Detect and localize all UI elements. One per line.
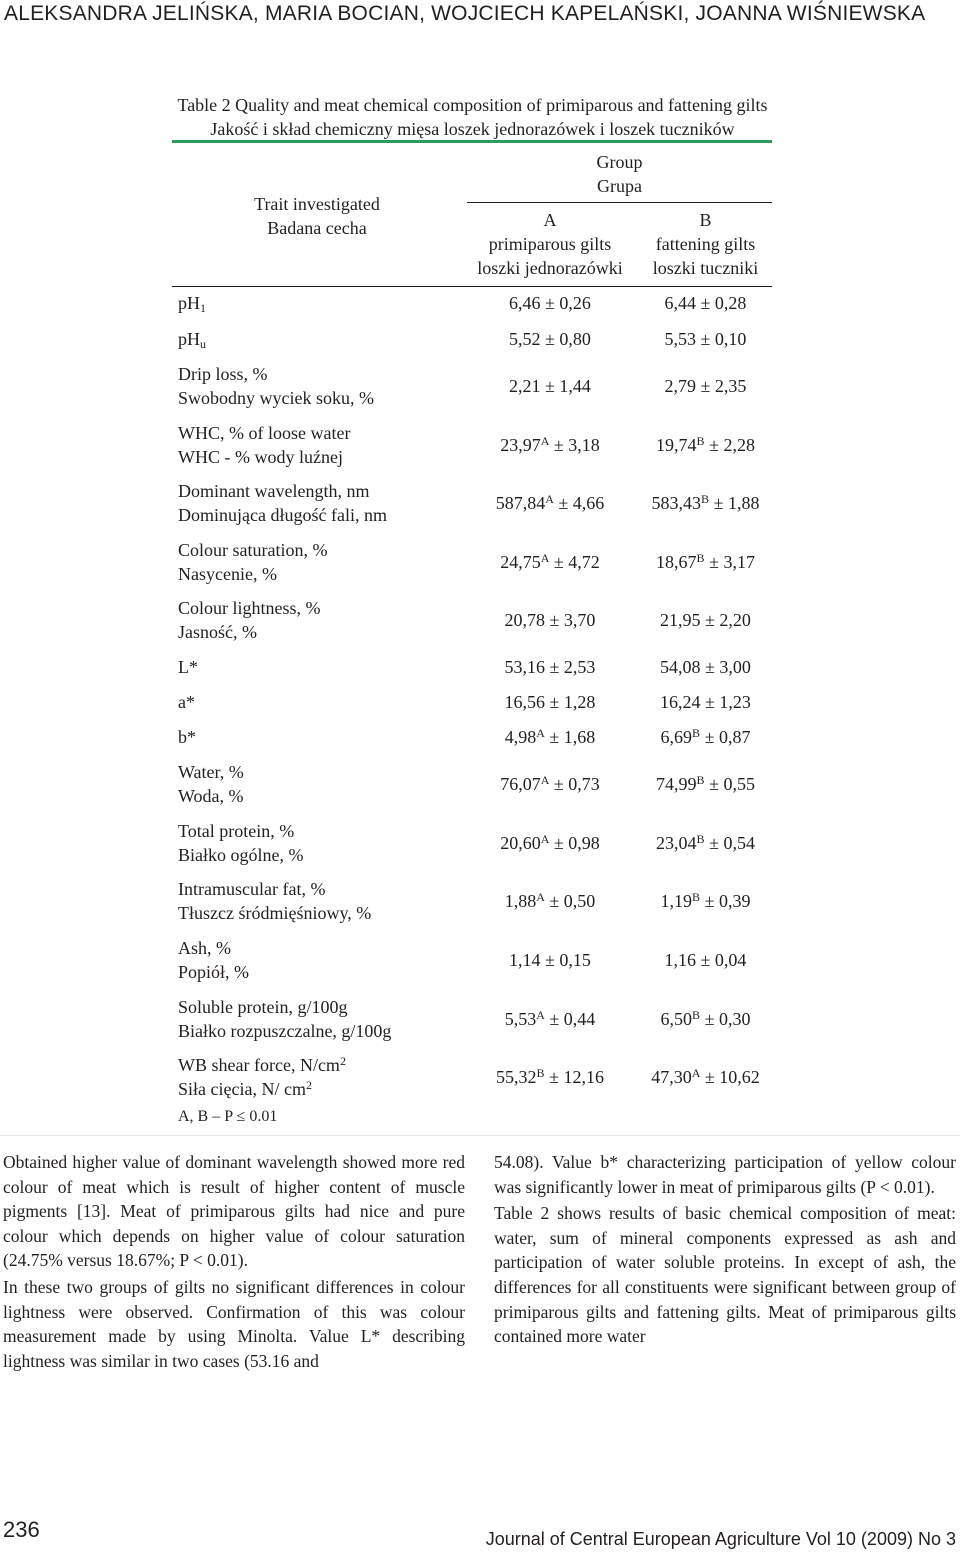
significance-letter: A — [540, 832, 550, 846]
trait-label: pH — [178, 293, 200, 313]
value-sd: ± 0,54 — [704, 833, 755, 853]
value-sd: ± 12,16 — [544, 1067, 604, 1087]
trait-english-text: Drip loss, % — [178, 364, 268, 384]
value-mean: 5,53 — [504, 1009, 537, 1029]
running-head-authors: ALEKSANDRA JELIŃSKA, MARIA BOCIAN, WOJCIECH KAPELAŃSKI, JOANNA WIŚNIEWSKA — [4, 2, 926, 25]
trait-english-text: WB shear force, N/cm — [178, 1055, 340, 1075]
unit-exponent: 2 — [305, 1078, 312, 1092]
value-group-b — [637, 491, 774, 515]
value-mean: 24,75 — [500, 552, 541, 572]
trait-cell — [178, 538, 327, 586]
trait-label: pH — [178, 329, 200, 349]
trait-english — [178, 538, 327, 562]
trait-subscript: 1 — [200, 301, 206, 315]
header-rule — [172, 286, 772, 287]
trait-polish — [178, 562, 327, 586]
value-group-b: 5,53 ± 0,10 — [664, 329, 747, 349]
trait-english-text: Intramuscular fat, % — [178, 879, 326, 899]
trait-english — [178, 596, 321, 620]
table-footnote — [178, 1108, 478, 1124]
significance-letter: B — [701, 492, 710, 506]
value-sd: ± 0,50 — [544, 891, 596, 911]
trait-english-text: Colour lightness, % — [178, 598, 321, 618]
value-group-a: 1,14 ± 0,15 — [509, 950, 591, 970]
value-sd: ± 2,28 — [704, 435, 755, 455]
trait-polish-text: Dominująca długość fali, nm — [178, 505, 387, 525]
trait-english — [178, 362, 374, 386]
trait-cell — [178, 291, 206, 315]
significance-letter: A — [540, 773, 550, 787]
trait-polish — [178, 1019, 391, 1043]
value-sd: ± 3,18 — [549, 435, 600, 455]
trait-label: b* — [178, 727, 196, 747]
significance-letter: A — [536, 890, 545, 904]
value-group-b — [637, 550, 774, 574]
trait-cell — [178, 725, 196, 749]
trait-cell — [178, 655, 198, 679]
table-caption-polish: Jakość i skład chemiczny mięsa loszek jednorazówek i loszek tuczników — [210, 119, 735, 139]
value-mean: 587,84 — [495, 493, 546, 513]
significance-letter: A — [540, 434, 550, 448]
value-group-a: 6,46 ± 0,26 — [509, 293, 591, 313]
body-column-right — [494, 1150, 956, 1351]
header-column-a-polish: loszki jednorazówki — [477, 258, 623, 278]
trait-english — [178, 421, 350, 445]
value-sd: ± 0,30 — [700, 1009, 751, 1029]
header-column-b — [637, 208, 774, 280]
value-group-a — [463, 831, 637, 855]
header-group-english: Group — [596, 152, 643, 172]
value-group-b — [637, 433, 774, 457]
significance-letter: A — [536, 726, 545, 740]
trait-cell — [178, 362, 374, 410]
trait-english — [178, 877, 371, 901]
value-group-a — [463, 1065, 637, 1089]
header-trait — [217, 192, 417, 240]
value-mean: 18,67 — [656, 552, 697, 572]
value-group-a — [463, 725, 637, 749]
value-mean: 583,43 — [651, 493, 702, 513]
trait-english-text: Total protein, % — [178, 821, 295, 841]
significance-letter: A — [540, 551, 550, 565]
trait-english — [178, 1053, 346, 1077]
value-group-a: 2,21 ± 1,44 — [509, 376, 591, 396]
value-group-a: 53,16 ± 2,53 — [504, 657, 596, 677]
trait-english — [178, 479, 387, 503]
value-mean: 4,98 — [504, 727, 537, 747]
significance-letter: A — [545, 492, 554, 506]
trait-cell — [178, 819, 303, 867]
trait-english — [178, 760, 244, 784]
header-column-a-code: A — [543, 210, 557, 230]
value-group-b: 1,16 ± 0,04 — [664, 950, 747, 970]
trait-english — [178, 819, 303, 843]
value-group-b: 16,24 ± 1,23 — [660, 692, 751, 712]
value-mean: 6,69 — [660, 727, 693, 747]
table-caption — [0, 93, 945, 141]
header-column-b-code: B — [699, 210, 712, 230]
trait-cell — [178, 877, 371, 925]
trait-english-text: WHC, % of loose water — [178, 423, 351, 443]
value-sd: ± 0,87 — [700, 727, 751, 747]
value-sd: ± 4,66 — [553, 493, 605, 513]
value-group-a — [463, 433, 637, 457]
value-sd: ± 3,17 — [704, 552, 755, 572]
caption-rule — [172, 140, 772, 143]
value-group-b — [637, 889, 774, 913]
trait-cell — [178, 760, 244, 808]
value-sd: ± 1,68 — [544, 727, 596, 747]
trait-cell — [178, 690, 195, 714]
value-mean: 74,99 — [656, 774, 697, 794]
value-group-a — [463, 491, 637, 515]
trait-english — [178, 936, 249, 960]
trait-cell — [178, 1053, 346, 1101]
significance-letter: B — [536, 1066, 545, 1080]
trait-polish-text: Nasycenie, % — [178, 564, 277, 584]
trait-polish-text: Swobodny wyciek soku, % — [178, 388, 374, 408]
value-group-a: 20,78 ± 3,70 — [504, 610, 596, 630]
group-rule — [467, 202, 772, 203]
trait-polish — [178, 843, 303, 867]
trait-polish — [178, 784, 244, 808]
header-column-b-english: fattening gilts — [655, 234, 756, 254]
body-paragraph: Obtained higher value of dominant wavelength showed more red colour of meat which is result of higher content of muscle pigments [13]. Meat of primiparous gilts had nice and pure colour which depends on higher value of colour saturation (24.75% versus 18.67%; P < 0.01). — [3, 1152, 465, 1271]
value-group-a: 16,56 ± 1,28 — [504, 692, 596, 712]
significance-letter: B — [692, 890, 701, 904]
value-group-b — [637, 772, 774, 796]
trait-polish-text: Popiół, % — [178, 962, 250, 982]
value-mean: 47,30 — [651, 1067, 692, 1087]
value-group-b: 6,44 ± 0,28 — [664, 293, 747, 313]
trait-cell — [178, 936, 249, 984]
trait-polish-text: Jasność, % — [178, 622, 257, 642]
header-column-b-polish: loszki tuczniki — [652, 258, 759, 278]
value-group-b — [637, 1065, 774, 1089]
significance-letter: B — [696, 773, 705, 787]
trait-cell — [178, 421, 350, 469]
trait-english-text: Ash, % — [178, 938, 231, 958]
value-sd: ± 10,62 — [700, 1067, 760, 1087]
value-mean: 20,60 — [500, 833, 541, 853]
value-group-a — [463, 772, 637, 796]
value-group-b — [637, 831, 774, 855]
trait-cell — [178, 596, 321, 644]
value-mean: 1,19 — [660, 891, 693, 911]
trait-english-text: Dominant wavelength, nm — [178, 481, 370, 501]
trait-subscript: u — [200, 337, 206, 351]
trait-polish-text: Siła cięcia, N/ cm — [178, 1079, 306, 1099]
significance-letter: B — [692, 1008, 701, 1022]
trait-english-text: Water, % — [178, 762, 244, 782]
value-sd: ± 1,88 — [709, 493, 760, 513]
trait-english-text: Soluble protein, g/100g — [178, 997, 348, 1017]
significance-letter: A — [536, 1008, 545, 1022]
value-group-a — [463, 550, 637, 574]
value-mean: 23,04 — [656, 833, 697, 853]
table-caption-english: Table 2 Quality and meat chemical composition of primiparous and fattening gilts — [177, 95, 768, 115]
significance-letter: A — [691, 1066, 701, 1080]
trait-polish — [178, 386, 374, 410]
value-group-a — [463, 889, 637, 913]
trait-polish-text: Białko ogólne, % — [178, 845, 304, 865]
value-group-b — [637, 1007, 774, 1031]
significance-letter: B — [696, 832, 705, 846]
trait-polish-text: Woda, % — [178, 786, 244, 806]
table-bottom-line — [0, 1135, 960, 1136]
header-column-a-english: primiparous gilts — [488, 234, 612, 254]
unit-exponent: 2 — [339, 1054, 346, 1068]
table-footnote-text: A, B – P ≤ 0.01 — [178, 1108, 278, 1124]
trait-polish-text: Tłuszcz śródmięśniowy, % — [178, 903, 372, 923]
significance-letter: B — [692, 726, 701, 740]
significance-letter: B — [696, 434, 705, 448]
value-mean: 76,07 — [500, 774, 541, 794]
value-sd: ± 0,98 — [549, 833, 600, 853]
trait-polish-text: Białko rozpuszczalne, g/100g — [178, 1021, 392, 1041]
value-group-b — [637, 725, 774, 749]
value-mean: 19,74 — [656, 435, 697, 455]
trait-polish — [178, 503, 387, 527]
value-group-b: 54,08 ± 3,00 — [660, 657, 751, 677]
trait-polish — [178, 1077, 346, 1101]
value-mean: 55,32 — [496, 1067, 537, 1087]
header-column-a — [463, 208, 637, 280]
header-trait-english: Trait investigated — [254, 194, 380, 214]
page-number: 236 — [3, 1517, 40, 1542]
value-group-a: 5,52 ± 0,80 — [509, 329, 591, 349]
body-paragraph: Table 2 shows results of basic chemical composition of meat: water, sum of mineral components expressed as ash and participation of water soluble proteins. In except of ash, the differences for all constituents were significant between group of primiparous gilts and fattening gilts. Meat of primiparous gilts contained more water — [494, 1203, 956, 1347]
header-group-polish: Grupa — [597, 176, 642, 196]
trait-polish — [178, 445, 350, 469]
significance-letter: B — [696, 551, 705, 565]
value-sd: ± 0,55 — [704, 774, 755, 794]
value-sd: ± 4,72 — [549, 552, 600, 572]
trait-cell — [178, 479, 387, 527]
value-mean: 1,88 — [504, 891, 537, 911]
body-paragraph: In these two groups of gilts no significant differences in colour lightness were observed. Confirmation of this was colour measurement made by using Minolta. Value L* describing lightness was similar in two cases (53.16 and — [3, 1276, 465, 1371]
trait-cell — [178, 995, 391, 1043]
value-sd: ± 0,73 — [549, 774, 600, 794]
value-group-a — [463, 1007, 637, 1031]
trait-polish — [178, 960, 249, 984]
value-mean: 6,50 — [660, 1009, 693, 1029]
trait-english-text: Colour saturation, % — [178, 540, 328, 560]
body-paragraph: 54.08). Value b* characterizing participation of yellow colour was significantly lower in meat of primiparous gilts (P < 0.01). — [494, 1152, 956, 1197]
trait-polish-text: WHC - % wody luźnej — [178, 447, 343, 467]
journal-name: Journal of Central European Agriculture Vol 10 (2009) No 3 — [485, 1529, 956, 1549]
value-sd: ± 0,44 — [544, 1009, 596, 1029]
header-trait-polish: Badana cecha — [267, 218, 367, 238]
trait-english — [178, 995, 391, 1019]
trait-polish — [178, 901, 371, 925]
value-group-b: 2,79 ± 2,35 — [664, 376, 747, 396]
trait-polish — [178, 620, 321, 644]
trait-cell — [178, 327, 206, 351]
body-column-left — [3, 1150, 465, 1375]
value-sd: ± 0,39 — [700, 891, 751, 911]
value-mean: 23,97 — [500, 435, 541, 455]
value-group-b: 21,95 ± 2,20 — [660, 610, 751, 630]
header-group — [467, 150, 772, 198]
trait-label: a* — [178, 692, 195, 712]
trait-label: L* — [178, 657, 198, 677]
